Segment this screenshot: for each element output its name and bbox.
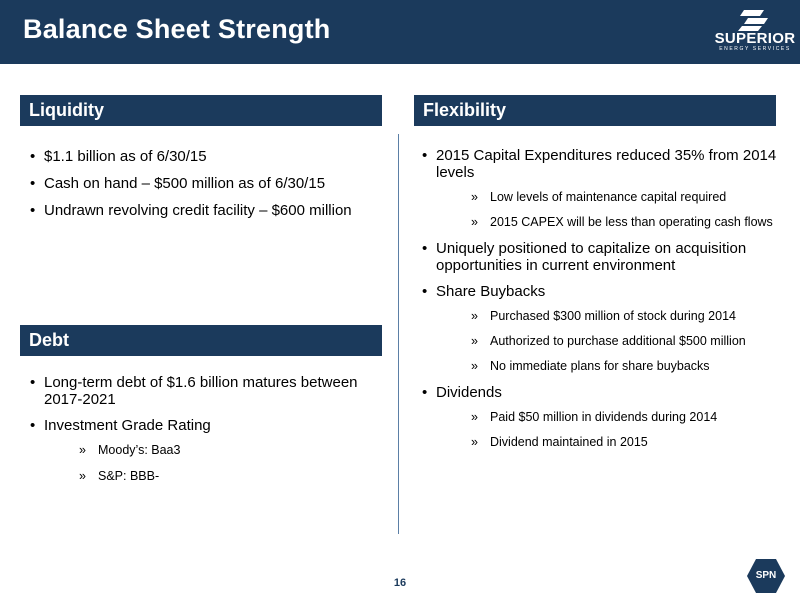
flexibility-sub-bullet: » Authorized to purchase additional $500 million (420, 334, 790, 349)
flexibility-sub-bullet: » 2015 CAPEX will be less than operating cash flows (420, 215, 790, 230)
liquidity-bullet: • $1.1 billion as of 6/30/15 (28, 148, 398, 165)
debt-list (28, 374, 388, 495)
ticker-badge: SPN (755, 570, 777, 581)
superior-logo-icon (734, 8, 774, 32)
debt-bullet: • Investment Grade Rating (28, 417, 388, 434)
debt-sub-bullet: » Moody’s: Baa3 (28, 443, 388, 458)
liquidity-list (28, 148, 398, 229)
flexibility-sub-bullet: » No immediate plans for share buybacks (420, 359, 790, 374)
flexibility-heading: Flexibility (414, 95, 776, 126)
liquidity-bullet: • Undrawn revolving credit facility – $600 million (28, 202, 398, 219)
liquidity-heading: Liquidity (20, 95, 382, 126)
debt-heading: Debt (20, 325, 382, 356)
flexibility-bullet: • Dividends (420, 384, 790, 401)
flexibility-sub-bullet: » Dividend maintained in 2015 (420, 435, 790, 450)
flexibility-bullet: • Share Buybacks (420, 283, 790, 300)
page-title: Balance Sheet Strength (23, 14, 331, 44)
flexibility-bullet: • 2015 Capital Expenditures reduced 35% from 2014 levels (420, 147, 790, 181)
logo-tagline: ENERGY SERVICES (719, 46, 791, 52)
flexibility-sub-bullet: » Purchased $300 million of stock during 2014 (420, 309, 790, 324)
logo-name: SUPERIOR (714, 30, 796, 47)
company-logo (714, 8, 796, 56)
page-number: 16 (393, 577, 407, 589)
liquidity-bullet: • Cash on hand – $500 million as of 6/30/15 (28, 175, 398, 192)
header-banner (0, 0, 800, 64)
column-divider (398, 134, 399, 534)
flexibility-sub-bullet: » Paid $50 million in dividends during 2014 (420, 410, 790, 425)
flexibility-list (420, 147, 790, 460)
flexibility-sub-bullet: » Low levels of maintenance capital required (420, 190, 790, 205)
debt-bullet: • Long-term debt of $1.6 billion matures between 2017-2021 (28, 374, 388, 408)
debt-sub-bullet: » S&P: BBB- (28, 469, 388, 484)
flexibility-bullet: • Uniquely positioned to capitalize on acquisition opportunities in current environment (420, 240, 790, 274)
